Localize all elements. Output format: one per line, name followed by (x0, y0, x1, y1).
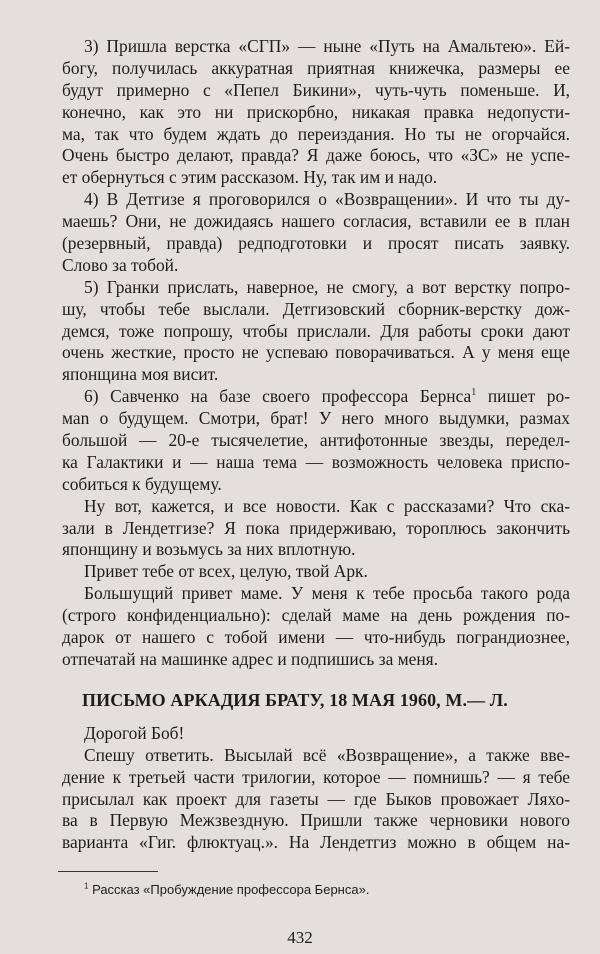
line-text: (резервный, правда) редподготовки и просят писать заявку. (62, 233, 570, 254)
text-line (62, 649, 570, 671)
line-text: собиться к будущему. (62, 473, 222, 494)
text-line (62, 386, 570, 408)
line-text: Большущий привет маме. У меня к тебе просьба такого рода (84, 583, 570, 604)
line-text: пишет ро- (476, 386, 570, 407)
line-text: дарок от нашего с тобой имени — что-нибудь пограндиознее, (62, 627, 570, 648)
text-line (62, 342, 570, 364)
text-line (62, 299, 570, 321)
letter-continuation (62, 36, 570, 671)
text-line (62, 321, 570, 343)
text-line (62, 539, 570, 561)
line-text: демся, тоже попрошу, чтобы прислали. Для работы сроки дают (62, 320, 570, 341)
line-text: будут примерно с «Пепел Бикини», чуть-чуть поменьше. И, (62, 79, 570, 100)
text-line (62, 723, 570, 745)
line-text: зали в Лендетгизе? Я пока придерживаю, тороплюсь закончить (62, 517, 570, 538)
text-line (62, 233, 570, 255)
paragraph (62, 189, 570, 277)
line-text: отпечатай на машинке адрес и подпишись за меня. (62, 648, 439, 669)
text-line (62, 810, 570, 832)
text-line (62, 583, 570, 605)
text-line (62, 364, 570, 386)
footnote-reference: 1 (471, 387, 477, 399)
page-number: 432 (287, 928, 313, 947)
line-text: (строго конфиденциально): сделай маме на день рождения по- (62, 605, 570, 626)
line-text: 3) Пришла верстка «СГП» — ныне «Путь на Амальтею». Ей- (84, 36, 570, 56)
text-line (62, 145, 570, 167)
line-text: 6) Савченко на базе своего профессора Бернса (84, 386, 472, 407)
line-text: 4) В Детгизе я проговорился о «Возвращении». И что ты ду- (84, 189, 570, 210)
line-text: Ну вот, кажется, и все новости. Как с рассказами? Что ска- (84, 495, 570, 516)
text-line (62, 518, 570, 540)
line-text: Дорогой Боб! (84, 722, 185, 743)
footnote-divider (58, 871, 158, 872)
text-line (62, 102, 570, 124)
paragraph (62, 496, 570, 562)
text-line (62, 277, 570, 299)
text-line (62, 80, 570, 102)
text-line (62, 36, 570, 58)
footnote (84, 882, 570, 897)
line-text: конечно, как это ни прискорбно, никакая правка недопусти- (62, 101, 570, 122)
text-line (62, 832, 570, 854)
line-text: шу, чтобы тебе выслали. Детгизовский сборник-верстку дож- (62, 298, 570, 319)
text-line (62, 408, 570, 430)
text-line (62, 474, 570, 496)
line-text: Очень быстро делают, правда? Я даже боюсь, что «ЗС» не успе- (62, 145, 570, 166)
text-line (62, 627, 570, 649)
footnote-text: Рассказ «Пробуждение профессора Бернса». (92, 882, 370, 898)
paragraph (62, 723, 570, 745)
text-line (62, 430, 570, 452)
paragraph (62, 561, 570, 583)
paragraph (62, 583, 570, 671)
line-text: Слово за тобой. (62, 254, 179, 275)
text-line (62, 124, 570, 146)
line-text: очень жесткие, просто не успеваю поворачиваться. А у меня еще (62, 342, 570, 363)
paragraph (62, 745, 570, 854)
text-line (62, 789, 570, 811)
line-text: ка Галактики и — наша тема — возможность человека приспо- (62, 451, 570, 472)
paragraph (62, 36, 570, 189)
line-text: богу, получилась аккуратная приятная книжечка, размеры ее (62, 57, 570, 78)
line-text: дение к третьей части трилогии, которое — помнишь? — я тебе (62, 766, 570, 787)
text-line (62, 745, 570, 767)
text-line (62, 496, 570, 518)
footnote-mark: 1 (84, 881, 89, 891)
book-page (62, 36, 570, 897)
line-text: Спешу ответить. Высылай всё «Возвращение», а также вве- (84, 744, 570, 765)
text-line (62, 211, 570, 233)
line-text: ет обернуться с этим рассказом. Ну, так им и надо. (62, 167, 438, 188)
line-text: маn о будущем. Смотри, брат! У него много выдумки, размах (62, 408, 570, 429)
text-line (62, 561, 570, 583)
line-text: 5) Гранки прислать, наверное, не смогу, а вот верстку попро- (84, 276, 570, 297)
text-line (62, 58, 570, 80)
text-line (62, 605, 570, 627)
text-line (62, 255, 570, 277)
line-text: присылал как проект для газеты — где Быков провожает Ляхо- (62, 788, 570, 809)
text-line (62, 167, 570, 189)
line-text: ва в Первую Межзвездную. Пришли также черновики нового (62, 810, 570, 831)
line-text: маешь? Они, не дожидаясь нашего согласия, вставили ее в план (62, 211, 570, 232)
line-text: Привет тебе от всех, целую, твой Арк. (84, 561, 368, 582)
line-text: японщина моя висит. (62, 364, 219, 385)
line-text: большой — 20-е тысячелетие, антифотонные звезды, передел- (62, 430, 570, 451)
line-text: японщину и возьмусь за них вплотную. (62, 539, 356, 560)
line-text: ма, так что будем ждать до переиздания. Но ты не огорчайся. (62, 123, 570, 144)
line-text: варианта «Гиг. флюктуац.». На Лендетгиз можно в общем на- (62, 832, 570, 853)
letter-body (62, 723, 570, 854)
text-line (62, 452, 570, 474)
text-line (62, 767, 570, 789)
letter-heading: ПИСЬМО АРКАДИЯ БРАТУ, 18 МАЯ 1960, М.— Л. (82, 689, 508, 710)
paragraph (62, 277, 570, 386)
text-line (62, 189, 570, 211)
paragraph (62, 386, 570, 495)
